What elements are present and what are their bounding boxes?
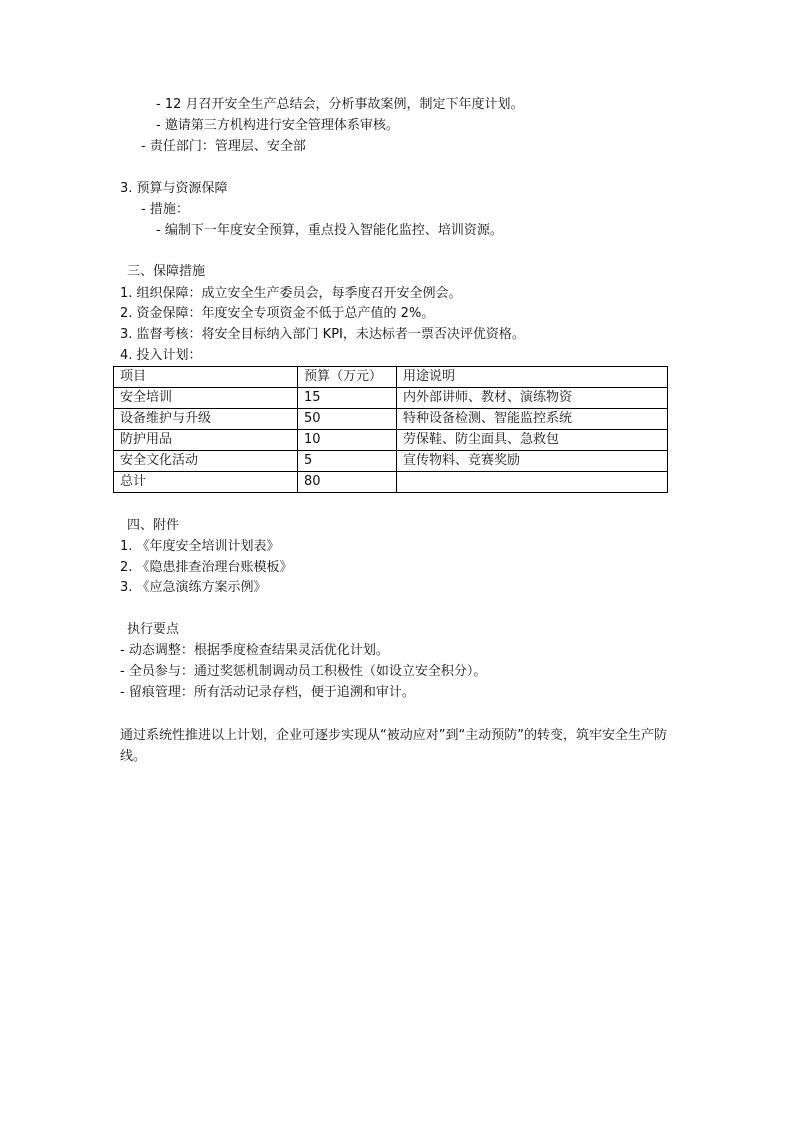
list-item: - 编制下一年度安全预算，重点投入智能化监控、培训资源。	[156, 223, 503, 238]
list-item: 2. 《隐患排查治理台账模板》	[120, 560, 293, 575]
table-header-cell: 预算（万元）	[298, 367, 397, 388]
list-item: 4. 投入计划：	[120, 348, 202, 363]
table-total-row	[114, 472, 668, 493]
list-item: 3. 《应急演练方案示例》	[120, 580, 267, 595]
table-header-cell: 项目	[114, 367, 298, 388]
table-row	[114, 388, 668, 409]
table-row	[114, 430, 668, 451]
table-cell: 总计	[114, 472, 298, 493]
list-item: 1. 《年度安全培训计划表》	[120, 539, 280, 554]
table-cell: 安全文化活动	[114, 451, 298, 472]
section-heading: 执行要点	[127, 622, 180, 637]
table-cell: 安全培训	[114, 388, 298, 409]
list-item: - 动态调整：根据季度检查结果灵活优化计划。	[120, 643, 389, 658]
table-cell: 宣传物料、竞赛奖励	[397, 451, 668, 472]
closing-paragraph: 通过系统性推进以上计划，企业可逐步实现从“被动应对”到“主动预防”的转变，筑牢安全生产防线。	[120, 728, 667, 764]
section-heading: 四、附件	[127, 518, 180, 533]
table-cell: 80	[298, 472, 397, 493]
table-cell: 内外部讲师、教材、演练物资	[397, 388, 668, 409]
table-row	[114, 451, 668, 472]
list-item: - 留痕管理：所有活动记录存档，便于追溯和审计。	[120, 685, 415, 700]
table-cell: 10	[298, 430, 397, 451]
section-heading: 3. 预算与资源保障	[120, 181, 228, 196]
list-item: - 责任部门：管理层、安全部	[141, 139, 306, 154]
table-cell: 特种设备检测、智能监控系统	[397, 409, 668, 430]
table-cell	[397, 472, 668, 493]
list-item: 2. 资金保障：年度安全专项资金不低于总产值的 2%。	[120, 306, 435, 321]
table-cell: 设备维护与升级	[114, 409, 298, 430]
table-cell: 5	[298, 451, 397, 472]
table-header-row	[114, 367, 668, 388]
table-cell: 50	[298, 409, 397, 430]
investment-plan-table	[113, 366, 668, 493]
list-item: 3. 监督考核：将安全目标纳入部门 KPI，未达标者一票否决评优资格。	[120, 327, 525, 342]
table-cell: 15	[298, 388, 397, 409]
table-cell: 防护用品	[114, 430, 298, 451]
section-heading: 三、保障措施	[127, 264, 206, 279]
list-item: 1. 组织保障：成立安全生产委员会，每季度召开安全例会。	[120, 286, 462, 301]
list-item: - 邀请第三方机构进行安全管理体系审核。	[156, 118, 399, 133]
table-cell: 劳保鞋、防尘面具、急救包	[397, 430, 668, 451]
table-header-cell: 用途说明	[397, 367, 668, 388]
list-item: - 全员参与：通过奖惩机制调动员工积极性（如设立安全积分）。	[120, 664, 487, 679]
table-row	[114, 409, 668, 430]
list-item: - 措施：	[141, 202, 189, 217]
list-item: - 12 月召开安全生产总结会，分析事故案例，制定下年度计划。	[156, 97, 524, 112]
